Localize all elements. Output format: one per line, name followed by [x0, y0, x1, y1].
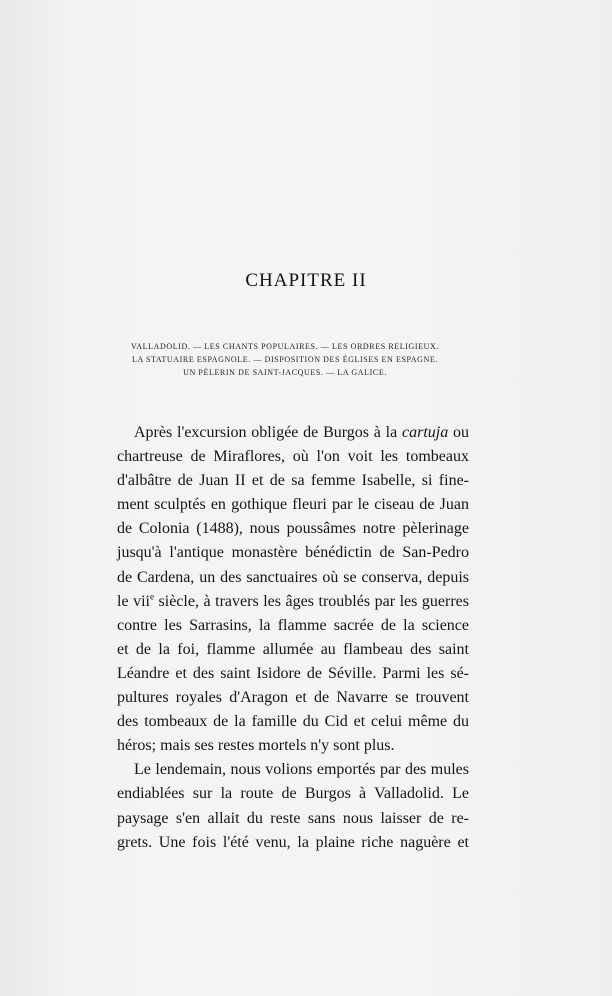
text-line: de Cardena, un des sanctuaires où se conserva, depuis	[117, 568, 469, 586]
text-line: grets. Une fois l'été venu, la plaine riche naguère et	[117, 833, 469, 851]
text-line: chartreuse de Miraflores, où l'on voit les tombeaux	[117, 448, 469, 466]
text-line: héros; mais ses restes mortels n'y sont plus.	[117, 737, 395, 755]
italic-word: cartuja	[402, 424, 449, 441]
text-line: jusqu'à l'antique monastère bénédictin de San-Pedro	[117, 544, 469, 562]
chapter-summary	[100, 340, 470, 379]
text-line: le vii$^e$ siècle, à travers les âges troublés par les guerres	[117, 591, 469, 610]
summary-line: VALLADOLID. — LES CHANTS POPULAIRES. — LES ORDRES RELIGIEUX.	[130, 342, 440, 351]
text-line: paysage s'en allait du reste sans nous laisser de re-	[117, 809, 469, 827]
text-line: Après l'excursion obligée de Burgos à la cartuja ou	[134, 424, 469, 441]
text-line: endiablées sur la route de Burgos à Valladolid. Le	[117, 785, 469, 803]
summary-line: UN PÈLERIN DE SAINT-JACQUES. — LA GALICE.	[183, 368, 387, 377]
text-line: de Colonia (1488), nous poussâmes notre pèlerinage	[117, 520, 469, 538]
text-line: contre les Sarrasins, la flamme sacrée de la science	[117, 616, 469, 634]
text-line: Léandre et des saint Isidore de Séville. Parmi les sé-	[117, 664, 469, 682]
text-line: d'albâtre de Juan II et de sa femme Isabelle, si fine-	[117, 472, 469, 490]
body-text	[117, 421, 469, 855]
summary-line: LA STATUAIRE ESPAGNOLE. — DISPOSITION DES ÉGLISES EN ESPAGNE.	[131, 355, 439, 364]
chapter-title: CHAPITRE II	[245, 270, 367, 291]
text-line: et de la foi, flamme allumée au flambeau des saint	[117, 640, 469, 658]
text-line: Le lendemain, nous volions emportés par des mules	[134, 761, 469, 779]
text-line: des tombeaux de la famille du Cid et celui même du	[117, 713, 469, 731]
text-line: pultures royales d'Aragon et de Navarre se trouvent	[117, 689, 469, 707]
text-line: ment sculptés en gothique fleuri par le ciseau de Juan	[117, 496, 469, 514]
